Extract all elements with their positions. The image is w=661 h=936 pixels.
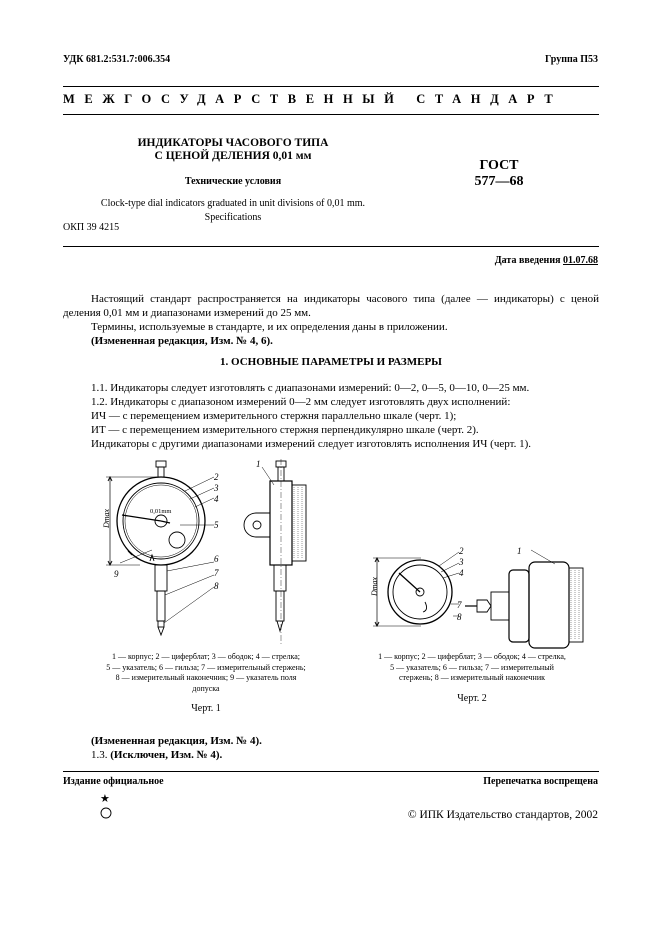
document-title	[63, 137, 403, 163]
intro-paragraph-2: Термины, используемые в стандарте, и их определения даны в приложении.	[91, 321, 448, 333]
figure-1-caption-line-1: 1 — корпус; 2 — циферблат; 3 — ободок; 4 — стрелка;	[111, 652, 300, 661]
title-rule	[63, 246, 599, 247]
callout-4b: 4	[459, 568, 464, 578]
figure-2-caption-line-1: 1 — корпус; 2 — циферблат; 3 — ободок; 4 — стрелка,	[378, 652, 566, 661]
figure-2-caption-line-3: стержень; 8 — измерительный наконечник	[399, 673, 545, 682]
figure-2-caption-line-2: 5 — указатель; 6 — гильза; 7 — измерительный	[390, 662, 554, 672]
callout-1: 1	[256, 459, 261, 469]
footer-rule	[63, 771, 599, 772]
gost-label: ГОСТ	[479, 158, 519, 173]
official-edition: Издание официальное	[63, 776, 164, 787]
gost-number: 577—68	[474, 174, 524, 189]
callout-7: 7	[214, 568, 219, 578]
introduction-date	[495, 255, 598, 266]
figure-1-caption-line-4: допуска	[192, 683, 220, 693]
dmax-label-2: Dmax	[370, 576, 379, 596]
clause-1-3-text: (Исключен, Изм. № 4).	[110, 749, 223, 761]
section-paragraph-4: ИТ — с перемещением измерительного стержня перпендикулярно шкале (черт. 2).	[91, 424, 479, 436]
okp-code: ОКП 39 4215	[63, 222, 120, 233]
english-title	[63, 197, 403, 225]
date-label: Дата введения	[494, 255, 561, 266]
group-code: Группа П53	[545, 54, 598, 65]
indicator-front-view	[102, 461, 219, 635]
amendment-note: (Измененная редакция, Изм. № 4).	[91, 735, 262, 747]
figure-1-caption-line-3: 8 — измерительный наконечник; 9 — указатель поля	[115, 673, 297, 682]
figure-1-caption-line-2: 5 — указатель; 6 — гильза; 7 — измерительный стержень;	[106, 662, 306, 672]
callout-7b: 7	[457, 600, 462, 610]
callout-5: 5	[214, 520, 219, 530]
clause-1-3	[63, 748, 599, 762]
dial-unit-text: 0,01mm	[150, 508, 172, 515]
figure-2-label: Черт. 2	[457, 693, 487, 704]
lever-indicator-side-view	[465, 546, 583, 648]
callout-9: 9	[114, 569, 119, 579]
callout-4: 4	[214, 494, 219, 504]
figure-1-caption	[86, 652, 326, 694]
reprint-notice: Перепечатка воспрещена	[483, 776, 598, 787]
figure-1-drawing	[100, 455, 330, 650]
star-mark: ★	[100, 793, 110, 805]
title-line-2: С ЦЕНОЙ ДЕЛЕНИЯ 0,01 мм	[154, 150, 312, 162]
callout-2b: 2	[459, 546, 464, 556]
banner-rule	[63, 114, 599, 115]
section-paragraph-1: 1.1. Индикаторы следует изготовлять с диапазонами измерений: 0—2, 0—5, 0—10, 0—25 мм.	[91, 382, 530, 394]
document-subtitle: Технические условия	[184, 176, 282, 187]
callout-8: 8	[214, 581, 219, 591]
section-paragraph-5: Индикаторы с другими диапазонами измерений следует изготовлять исполнения ИЧ (черт. 1).	[91, 438, 531, 450]
clause-1-3-number: 1.3.	[91, 749, 108, 761]
english-line-2: Specifications	[204, 212, 262, 223]
callout-6: 6	[214, 554, 219, 564]
date-value: 01.07.68	[563, 255, 598, 266]
english-line-1: Clock-type dial indicators graduated in unit divisions of 0,01 mm.	[100, 198, 366, 209]
section-paragraph-3: ИЧ — с перемещением измерительного стержня параллельно шкале (черт. 1);	[91, 410, 457, 422]
udk-code: УДК 681.2:531.7:006.354	[63, 54, 171, 65]
indicator-side-view	[244, 459, 306, 645]
callout-2: 2	[214, 472, 219, 482]
gost-designation	[444, 158, 554, 190]
figure-2-caption	[352, 652, 592, 684]
callout-3: 3	[214, 483, 219, 493]
callout-1b: 1	[517, 546, 522, 556]
section-text	[63, 381, 599, 451]
callout-8b: 8	[457, 612, 462, 622]
section-heading: 1. ОСНОВНЫЕ ПАРАМЕТРЫ И РАЗМЕРЫ	[220, 356, 442, 368]
figure-2-drawing	[355, 540, 600, 650]
section-paragraph-2: 1.2. Индикаторы с диапазоном измерений 0—2 мм следует изготовлять двух исполнений:	[91, 396, 511, 408]
figure-1-label: Черт. 1	[191, 703, 221, 714]
intro-paragraph-1: Настоящий стандарт распространяется на индикаторы часового типа (далее — индикаторы) с ценой деления 0,01 мм и диапазонами измерений до 25 мм.	[63, 293, 599, 319]
circle-mark-icon	[99, 806, 113, 820]
after-figures-text	[63, 734, 599, 762]
banner: МЕЖГОСУДАРСТВЕННЫЙ СТАНДАРТ	[63, 92, 563, 106]
lever-indicator-front-view	[370, 546, 464, 626]
title-line-1: ИНДИКАТОРЫ ЧАСОВОГО ТИПА	[137, 137, 329, 149]
dmax-label-1: Dmax	[102, 508, 111, 528]
copyright: © ИПК Издательство стандартов, 2002	[407, 809, 598, 821]
top-rule	[63, 86, 599, 87]
callout-3b: 3	[459, 557, 464, 567]
intro-amendment: (Измененная редакция, Изм. № 4, 6).	[91, 335, 273, 347]
intro-text	[63, 292, 599, 348]
